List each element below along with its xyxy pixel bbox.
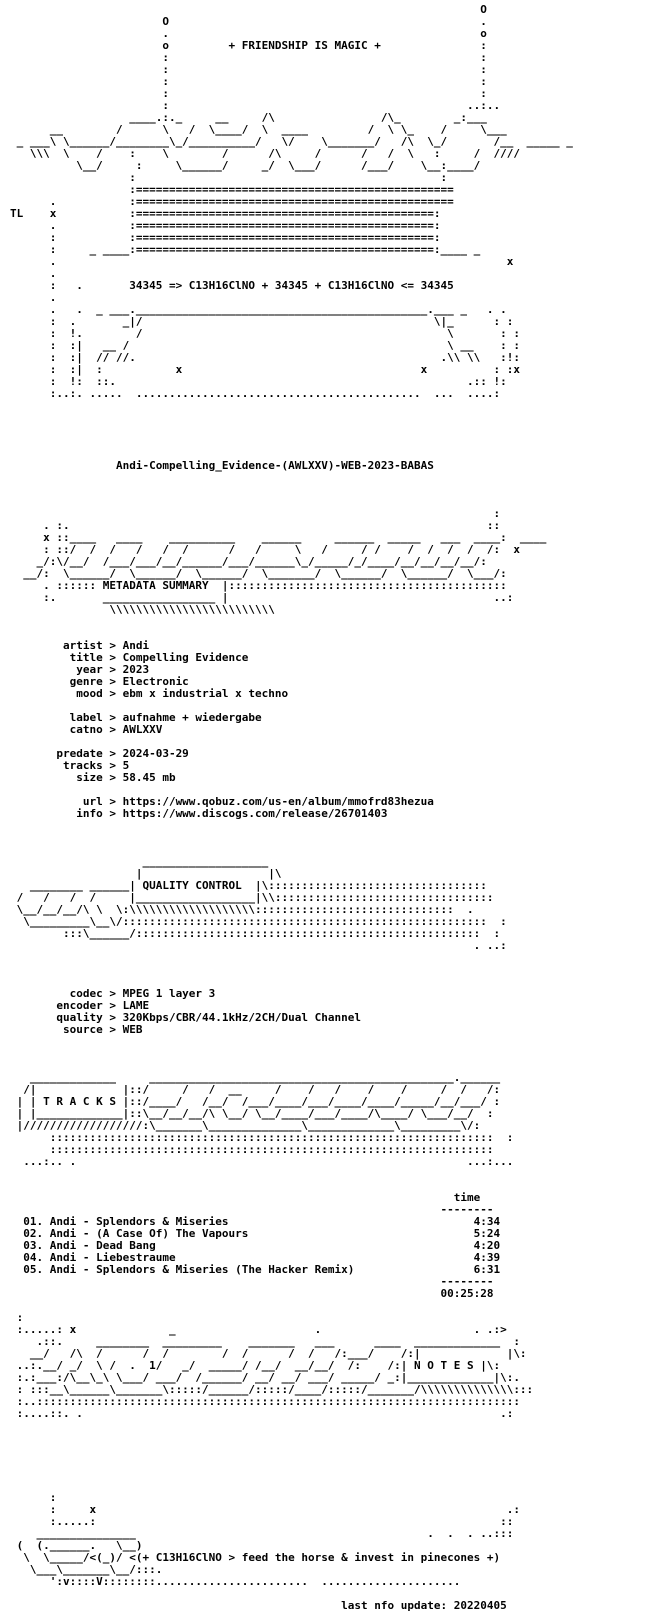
nfo-line: :.:___:/\__\_\ \___/ ___/ /______/ __/ __/ ___/ _____/ _:|_____________|\:. [10,1371,520,1384]
nfo-line [10,1432,642,1444]
nfo-line: -------- [10,1203,494,1216]
nfo-line: genre > Electronic [10,675,189,688]
nfo-line: 05. Andi - Splendors & Miseries (The Hacker Remix) 6:31 [10,1263,501,1276]
nfo-document [10,4,642,1612]
nfo-line: ::::::::::::::::::::::::::::::::::::::::::::::::::::::::::::::::::: [10,1143,494,1156]
nfo-line [10,1444,642,1456]
nfo-line: __/: \______/ \______/ \______/ \_______/ \______/ \______/ \___/: [10,567,507,580]
nfo-line: __/ /\ / / / / / / / /:___/ /:| |\: [10,1347,527,1360]
nfo-line: \\\\\\\\\\\\\\\\\\\\\\\\\ [10,603,275,616]
nfo-line: source > WEB [10,1023,143,1036]
nfo-line: last nfo update: 20220405 [10,1599,507,1612]
nfo-line: Andi-Compelling_Evidence-(AWLXXV)-WEB-2023-BABAS [10,459,434,472]
nfo-line: : . 34345 => C13H16ClNO + 34345 + C13H16ClNO <= 34345 [10,279,454,292]
nfo-line: : : [10,63,487,76]
nfo-line: predate > 2024-03-29 [10,747,189,760]
nfo-line: . o [10,27,487,40]
nfo-line: info > https://www.discogs.com/release/26701403 [10,807,388,820]
nfo-line: .::. ________ _________ _______ ___ ____ _____________ : [10,1335,520,1348]
nfo-line: . ..: [10,939,507,952]
nfo-line: quality > 320Kbps/CBR/44.1kHz/2CH/Dual Channel [10,1011,361,1024]
nfo-line: : _ ____:=============================================:____ _ [10,243,481,256]
nfo-line: _/:\/__/ /___/___/__/______/___/______\_/_____/_/____/__/__/__/__/: [10,555,487,568]
nfo-line: :..:. ..... ........................................... ... ....: [10,387,501,400]
nfo-line: : x .: [10,1503,520,1516]
nfo-line: : :=============================================: [10,231,441,244]
nfo-line: tracks > 5 [10,759,130,772]
nfo-line: : :::__\______\_______\:::::/______/:::::/____/:::::/_______/\\\\\\\\\\\\\\::: [10,1383,534,1396]
nfo-line: catno > AWLXXV [10,723,163,736]
nfo-line: |//////////////////:\_______\______________\_____________\_________\/: [10,1119,481,1132]
nfo-line: ____.:._ __ /\ /\_ _:___ [10,111,487,124]
nfo-line: encoder > LAME [10,999,150,1012]
nfo-line: ( (.______. \__) [10,1539,143,1552]
nfo-line: :================================================ [10,183,454,196]
nfo-line: -------- [10,1275,494,1288]
nfo-line: . x [10,255,514,268]
nfo-line: : ::/ / / / / / / / \ / / / / / / / /: x [10,543,520,556]
nfo-line: \__/__/__/\ \ \:\\\\\\\\\\\\\\\\\\\:::::::::::::::::::::::::::::: . [10,903,474,916]
nfo-line: 01. Andi - Splendors & Miseries 4:34 [10,1215,501,1228]
nfo-line: : !. / \ : : [10,327,520,340]
nfo-line: 04. Andi - Liebestraume 4:39 [10,1251,501,1264]
nfo-line: . [10,267,57,280]
nfo-line [10,1420,642,1432]
nfo-line: : :| __ / \ __ : : [10,339,520,352]
nfo-line: x ::____ ____ __________ ______ ______ _____ ___ ____: ____ [10,531,547,544]
nfo-line: title > Compelling Evidence [10,651,249,664]
nfo-line: : : [10,171,448,184]
nfo-line: label > aufnahme + wiedergabe [10,711,262,724]
nfo-line: ________ ______| QUALITY CONTROL |\::::::::::::::::::::::::::::::::: [10,879,487,892]
nfo-line: . :::::: METADATA SUMMARY |:::::::::::::::::::::::::::::::::::::::::: [10,579,507,592]
nfo-line: . :================================================ [10,195,454,208]
nfo-line: time [10,1191,481,1204]
nfo-line [10,1168,642,1180]
nfo-line: 02. Andi - (A Case Of) The Vapours 5:24 [10,1227,501,1240]
nfo-line: . . _ ___.____________________________________________.___ _ . . [10,303,507,316]
nfo-line: \__/ : \______/ _/ \___/ /___/ \__:____/ [10,159,481,172]
nfo-line: : :| // //. .\\ \\ :!: [10,351,520,364]
nfo-line: /| |::/ / / __ / / / / / / / /: [10,1083,501,1096]
nfo-line [10,1468,642,1480]
nfo-line: codec > MPEG 1 layer 3 [10,987,216,1000]
nfo-line: o + FRIENDSHIP IS MAGIC + : [10,39,487,52]
nfo-line: year > 2023 [10,663,150,676]
nfo-line: artist > Andi [10,639,150,652]
nfo-line: | | T R A C K S |::/____/ /__/ /___/____/___/____/____/_____/__/___/ : [10,1095,501,1108]
nfo-line: : : [10,87,487,100]
nfo-line [10,472,642,484]
nfo-line [10,412,642,424]
nfo-line [10,1456,642,1468]
nfo-line: \ \_____/<(_)/ <(+ C13H16ClNO > feed the horse & invest in pinecones +) [10,1551,501,1564]
nfo-line: : :| : x x : :x [10,363,520,376]
nfo-line [10,400,642,412]
nfo-line: : !: ::. .:: !: [10,375,507,388]
nfo-line: mood > ebm x industrial x techno [10,687,289,700]
nfo-line: . [10,291,57,304]
nfo-line [10,1048,642,1060]
nfo-line: O [10,4,487,16]
nfo-line: ::::::::::::::::::::::::::::::::::::::::::::::::::::::::::::::::::: : [10,1131,514,1144]
nfo-line: 03. Andi - Dead Bang 4:20 [10,1239,501,1252]
nfo-line [10,820,642,832]
nfo-line: :..::::::::::::::::::::::::::::::::::::::::::::::::::::::::::::::::::::::::: [10,1395,520,1408]
nfo-line: : [10,1311,24,1324]
nfo-line: TL x :=============================================: [10,207,441,220]
nfo-line [10,484,642,496]
nfo-line [10,436,642,448]
nfo-line: \_________\__\/::::::::::::::::::::::::::::::::::::::::::::::::::::::: : [10,915,507,928]
nfo-line [10,616,642,628]
nfo-line: | |_____________|::\__/__/__/\ \__/ \__/____/___/____/\____/ \___/__/ : [10,1107,494,1120]
nfo-line: 00:25:28 [10,1287,494,1300]
nfo-line: ...:.. . ...:... [10,1155,514,1168]
nfo-line: . :=============================================: [10,219,441,232]
nfo-line: ..:.__/ _/ \ / . 1/ _/ _____/ /__/ __/__/ /: /:| N O T E S |\: [10,1359,501,1372]
nfo-line: : [10,1491,57,1504]
nfo-line: / / / / |__________________|\\::::::::::::::::::::::::::::::::: [10,891,494,904]
nfo-line: . :. :: [10,519,501,532]
nfo-line: url > https://www.qobuz.com/us-en/album/mmofrd83hezua [10,795,434,808]
nfo-line [10,964,642,976]
nfo-line: O . [10,15,487,28]
nfo-line [10,1480,642,1492]
nfo-line [10,1588,642,1600]
nfo-line: | |\ [10,867,282,880]
nfo-line [10,832,642,844]
nfo-line [10,1036,642,1048]
nfo-line: :. _________________ | ..: [10,591,514,604]
nfo-line: _______________ . . . ..::: [10,1527,514,1540]
nfo-line: _____________ ______________________________________________.______ [10,1071,501,1084]
nfo-line: : : [10,75,487,88]
nfo-line: _ ___\ \______/________\_/__________/ \/ \_______/ /\ \_/ /__ _____ _ [10,135,573,148]
nfo-line: \___\_______\__/:::. [10,1563,163,1576]
nfo-line: :::\______/:::::::::::::::::::::::::::::::::::::::::::::::::::: : [10,927,501,940]
nfo-line: size > 58.45 mb [10,771,176,784]
nfo-line [10,1300,642,1312]
nfo-line: \\\ \ / : \ / /\ / / / \ : / //// [10,147,520,160]
nfo-line: : . _|/ \|_ : : [10,315,514,328]
nfo-line [10,952,642,964]
nfo-line: : [10,507,501,520]
nfo-line: ':v::::V::::::::....................... ..................... [10,1575,461,1588]
nfo-line [10,424,642,436]
nfo-line: :....::. . .: [10,1407,514,1420]
nfo-line: :.....: :: [10,1515,514,1528]
nfo-line: __ / \ / \____/ \ ____ / \ \_ / \___ [10,123,507,136]
nfo-line: : ..:.. [10,99,501,112]
nfo-line: ___________________ [10,855,269,868]
nfo-line: :.....: x _ . . .:> [10,1323,507,1336]
nfo-line: : : [10,51,487,64]
